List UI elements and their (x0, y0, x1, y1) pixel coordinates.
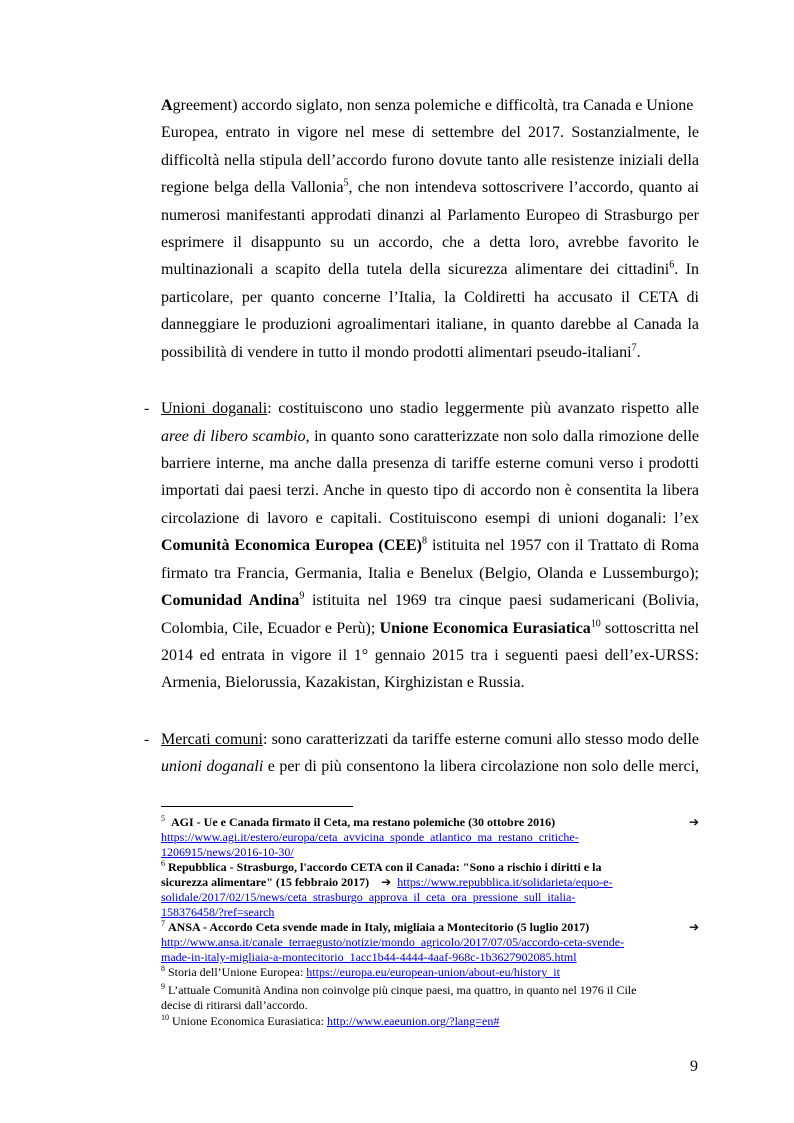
footnote-5-link[interactable]: https://www.agi.it/estero/europa/ceta_avvicina_sponde_atlantico_ma_restano_critiche- (161, 830, 579, 844)
arrow-right-icon: ➔ (688, 920, 699, 934)
list-item-line: Unioni doganali: costituiscono uno stadio leggermente più avanzato rispetto alle (161, 400, 699, 417)
list-item-line: Comunità Economica Europea (CEE)$^8$ istituita nel 1957 con il Trattato di Roma (161, 535, 700, 554)
footnote-5-link[interactable]: 1206915/news/2016-10-30/ (161, 845, 294, 859)
list-item-line: 2014 ed entrata in vigore il 1° gennaio 2015 tra i seguenti paesi dell’ex-URSS: (161, 647, 699, 664)
footnote-separator (161, 806, 353, 807)
term-mercati-comuni: Mercati comuni (161, 731, 263, 748)
list-item-line: Comunidad Andina$^9$ istituita nel 1969 tra cinque paesi sudamericani (Bolivia, (161, 590, 699, 609)
list-item-line: Armenia, Bielorussia, Kazakistan, Kirghizistan e Russia. (161, 674, 525, 691)
footnote-10-link[interactable]: http://www.eaeunion.org/?lang=en# (326, 1014, 500, 1028)
footnote-ref[interactable]: 10 (590, 618, 601, 630)
footnote-ref[interactable]: 6 (669, 259, 675, 271)
footnote-10: $^{10}$ Unione Economica Eurasiatica: http://www.eaeunion.org/?lang=en# (161, 1013, 500, 1028)
list-item-line: Mercati comuni: sono caratterizzati da tariffe esterne comuni allo stesso modo delle (161, 731, 699, 748)
footnote-ref[interactable]: 9 (299, 590, 305, 602)
list-item-line: barriere interne, ma anche dalla presenza di tariffe esterne comuni verso i prodotti (161, 455, 699, 472)
list-bullet: - (144, 731, 150, 748)
arrow-right-icon: ➔ (688, 815, 699, 829)
list-bullet: - (144, 400, 150, 417)
footnote-7-link[interactable]: http://www.ansa.it/canale_terraegusto/notizie/mondo_agricolo/2017/07/05/accordo-ceta-svende- (161, 935, 625, 949)
list-item-line: aree di libero scambio, in quanto sono caratterizzate non solo dalla rimozione delle (161, 428, 699, 445)
footnote-8: $^8$ Storia dell’Unione Europea: https://europa.eu/european-union/about-eu/history_it (161, 964, 560, 979)
paragraph-line: Europea, entrato in vigore nel mese di settembre del 2017. Sostanzialmente, le (161, 124, 699, 141)
list-item-line: importati dai paesi terzi. Anche in questo tipo di accordo non è consentita la libera (161, 482, 699, 499)
footnote-6-link[interactable]: https://www.repubblica.it/solidarieta/equo-e- (397, 875, 613, 889)
footnote-6-link[interactable]: solidale/2017/02/15/news/ceta_strasburgo_approva_il_ceta_ora_pressione_sull_italia- (161, 890, 576, 904)
paragraph-line: Agreement) accordo siglato, non senza polemiche e difficoltà, tra Canada e Unione (161, 97, 694, 114)
paragraph-line: difficoltà nella stipula dell’accordo furono dovute tanto alle resistenze iniziali della (161, 152, 699, 169)
paragraph-line: regione belga della Vallonia$^5$, che non intendeva sottoscrivere l’accordo, quanto ai (161, 177, 699, 196)
footnote-7-link[interactable]: made-in-italy-migliaia-a-montecitorio_1acc1b44-4444-4aaf-968c-1b3627902085.html (161, 950, 577, 964)
page-number: 9 (690, 1058, 698, 1075)
list-item-line: circolazione di lavoro e capitali. Costituiscono esempi di unioni doganali: l’ex (161, 510, 699, 527)
paragraph-line: particolare, per quanto concerne l’Italia, la Coldiretti ha accusato il CETA di (161, 289, 699, 306)
footnote-ref[interactable]: 8 (421, 535, 427, 547)
footnote-6-line: sicurezza alimentare" (15 febbraio 2017) ➔ https://www.repubblica.it/solidarieta/equo-e- (161, 875, 613, 889)
footnote-7: $^7$ ANSA - Accordo Ceta svende made in Italy, migliaia a Montecitorio (5 luglio 2017) ➔ (161, 919, 699, 934)
footnote-9-line: decise di ritirarsi dall’accordo. (161, 998, 308, 1012)
footnote-ref[interactable]: 5 (343, 177, 349, 189)
paragraph-line: multinazionali a scapito della tutela della sicurezza alimentare dei cittadini$^6$. In (161, 259, 700, 278)
footnote-6-link[interactable]: 158376458/?ref=search (161, 905, 275, 919)
footnote-5: $^5$ AGI - Ue e Canada firmato il Ceta, ma restano polemiche (30 ottobre 2016) ➔ (161, 814, 699, 829)
list-item-line: firmato tra Francia, Germania, Italia e Benelux (Belgio, Olanda e Lussemburgo); (161, 565, 699, 582)
footnote-9: $^9$ L’attuale Comunità Andina non coinvolge più cinque paesi, ma quattro, in quanto nel 1976 il Cile (161, 982, 637, 997)
list-item-line: unioni doganali e per di più consentono la libera circolazione non solo delle merci, (161, 758, 700, 775)
paragraph-line: numerosi manifestanti approdati dinanzi al Parlamento Europeo di Strasburgo per (161, 207, 699, 224)
footnote-ref[interactable]: 7 (631, 342, 637, 354)
footnote-6: $^6$ Repubblica - Strasburgo, l'accordo CETA con il Canada: "Sono a rischio i diritti e la (161, 859, 602, 874)
paragraph-line: danneggiare le produzioni agroalimentari italiane, in quanto darebbe al Canada la (161, 316, 699, 333)
list-item-line: Colombia, Cile, Ecuador e Perù); Unione Economica Eurasiatica$^{10}$ sottoscritta nel (161, 618, 699, 637)
term-unioni-doganali: Unioni doganali (161, 400, 268, 417)
paragraph-line: esprimere il disappunto su un accordo, che a detta loro, avrebbe favorito le (161, 234, 699, 251)
paragraph-line: possibilità di vendere in tutto il mondo prodotti alimentari pseudo-italiani$^7$. (161, 342, 641, 361)
arrow-right-icon: ➔ (381, 875, 392, 889)
footnote-8-link[interactable]: https://europa.eu/european-union/about-eu/history_it (306, 965, 560, 979)
